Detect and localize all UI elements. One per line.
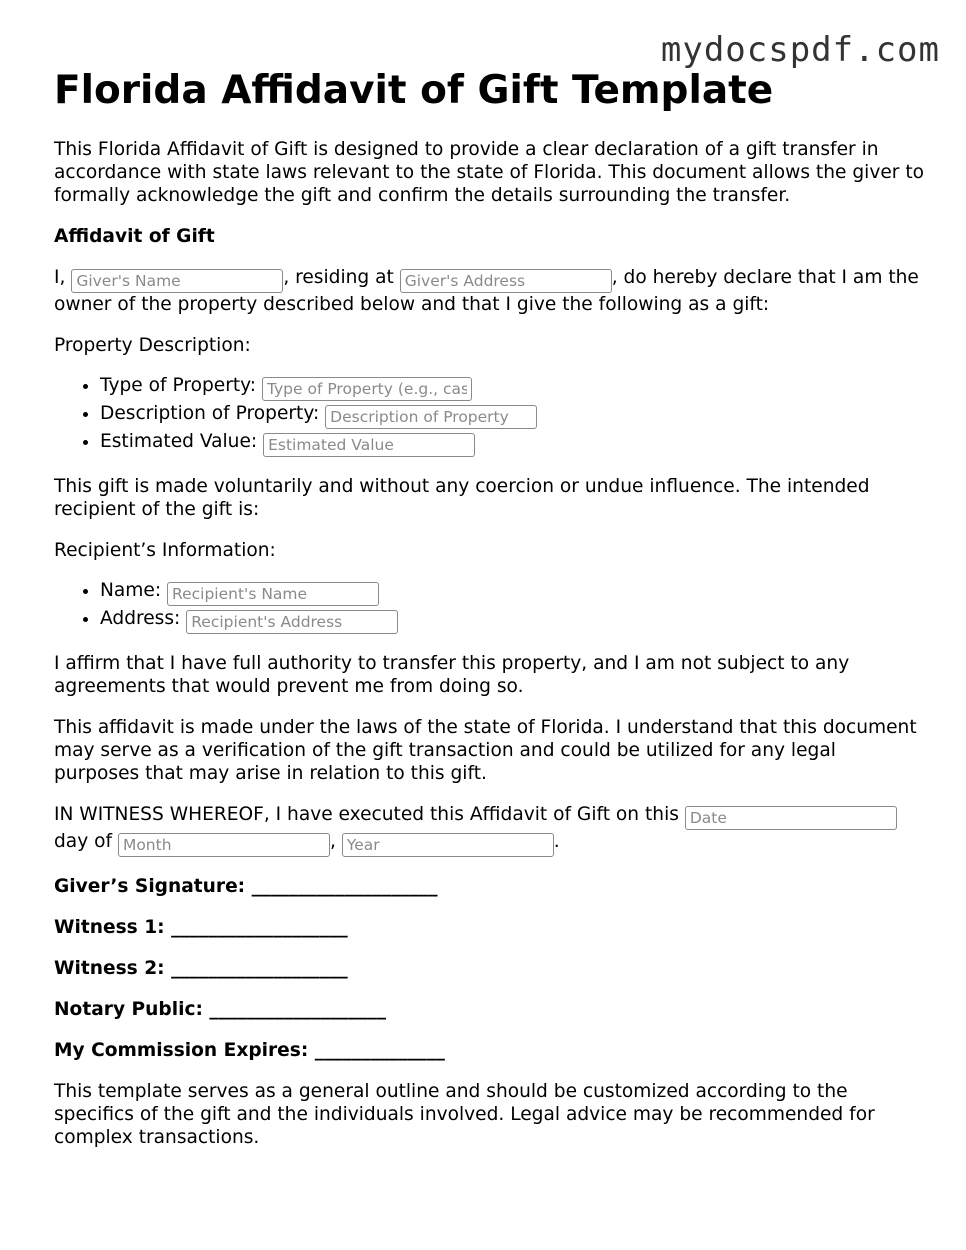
giver-signature-label: Giver’s Signature:	[54, 876, 252, 897]
giver-address-input[interactable]	[400, 269, 612, 293]
intro-paragraph: This Florida Affidavit of Gift is designed to provide a clear declaration of a gift transfer in accordance with state laws relevant to the state of Florida. This document allows the giver to formally acknowledge the gift and confirm the details surrounding the transfer.	[54, 139, 924, 206]
voluntary-paragraph: This gift is made voluntarily and without any coercion or undue influence. The intended recipient of the gift is:	[54, 476, 870, 520]
recipient-name-input[interactable]	[167, 582, 379, 606]
month-input[interactable]	[118, 833, 330, 857]
recipient-list	[54, 578, 924, 634]
witness-clause-prefix: IN WITNESS WHEREOF, I have executed this Affidavit of Gift on this	[54, 804, 685, 825]
notary-label: Notary Public:	[54, 999, 210, 1020]
witness-clause	[54, 803, 924, 857]
property-description-input[interactable]	[325, 405, 537, 429]
estimated-value-label: Estimated Value:	[100, 431, 264, 452]
outro-paragraph: This template serves as a general outline and should be customized according to the specifics of the gift and the individuals involved. Legal advice may be recommended for complex transactions.	[54, 1081, 875, 1148]
day-of-label: day of	[54, 831, 118, 852]
giver-signature-line	[54, 875, 924, 898]
declaration-prefix: I,	[54, 267, 72, 288]
list-item	[100, 373, 924, 401]
recipient-address-label: Address:	[100, 608, 187, 629]
year-input[interactable]	[342, 833, 554, 857]
declaration-residing: , residing at	[283, 267, 400, 288]
giver-name-input[interactable]	[71, 269, 283, 293]
list-item	[100, 429, 924, 457]
list-item	[100, 578, 924, 606]
notary-line	[54, 998, 924, 1021]
notary-blank: ___________________	[209, 999, 387, 1020]
property-heading: Property Description:	[54, 335, 251, 356]
property-description-label: Description of Property:	[100, 403, 326, 424]
list-item	[100, 401, 924, 429]
witness1-line	[54, 916, 924, 939]
authority-paragraph: I affirm that I have full authority to transfer this property, and I am not subject to any agreements that would prevent me from doing so.	[54, 653, 850, 697]
date-input[interactable]	[685, 806, 897, 830]
list-item	[100, 606, 924, 634]
estimated-value-input[interactable]	[263, 433, 475, 457]
witness2-blank: ___________________	[171, 958, 348, 979]
commission-blank: ______________	[314, 1040, 445, 1061]
declaration-paragraph	[54, 266, 924, 316]
property-list	[54, 373, 924, 457]
recipient-heading: Recipient’s Information:	[54, 540, 276, 561]
witness2-label: Witness 2:	[54, 958, 172, 979]
laws-paragraph: This affidavit is made under the laws of the state of Florida. I understand that this document may serve as a verification of the gift transaction and could be utilized for any legal purposes that may arise in relation to this gift.	[54, 717, 917, 784]
giver-signature-blank: ____________________	[251, 876, 438, 897]
document-body	[54, 66, 924, 1149]
declaration-suffix: , do hereby declare that I am the owner of the property described below and that I give the following as a gift:	[54, 267, 919, 315]
property-type-input[interactable]	[262, 377, 472, 401]
commission-label: My Commission Expires:	[54, 1040, 315, 1061]
comma-separator: ,	[329, 831, 342, 852]
recipient-address-input[interactable]	[186, 610, 398, 634]
recipient-name-label: Name:	[100, 580, 168, 601]
page-title: Florida Affidavit of Gift Template	[54, 68, 774, 113]
section-title: Affidavit of Gift	[54, 226, 215, 247]
witness2-line	[54, 957, 924, 980]
witness1-blank: ___________________	[171, 917, 348, 938]
witness1-label: Witness 1:	[54, 917, 172, 938]
commission-line	[54, 1039, 924, 1062]
period: .	[553, 831, 560, 852]
watermark: mydocspdf.com	[660, 30, 940, 70]
property-type-label: Type of Property:	[100, 375, 262, 396]
